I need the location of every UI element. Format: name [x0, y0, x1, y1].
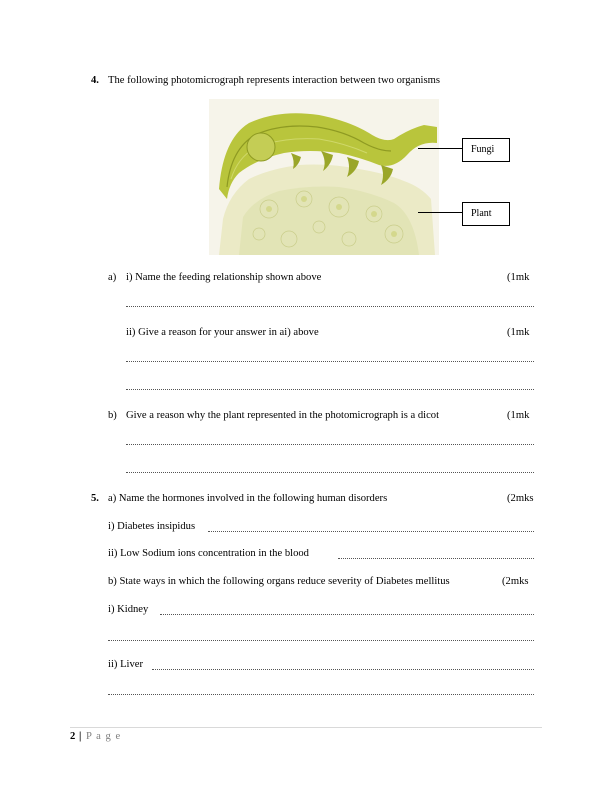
- fungi-label-box: Fungi: [462, 138, 510, 162]
- footer-rule: [70, 727, 542, 728]
- footer-separator: |: [79, 731, 82, 742]
- answer-line[interactable]: [152, 668, 534, 670]
- answer-line[interactable]: [160, 613, 534, 615]
- question-4-number: 4.: [91, 75, 99, 86]
- question-5-b-ii: ii) Liver: [108, 659, 144, 670]
- plant-callout-line: [418, 212, 462, 213]
- answer-line[interactable]: [126, 443, 534, 445]
- question-5-b-i: i) Kidney: [108, 604, 149, 615]
- part-a-i-marks: (1mk: [507, 272, 530, 283]
- question-5-b-marks: (2mks: [502, 576, 529, 587]
- question-5-a-marks: (2mks: [507, 493, 534, 504]
- question-4-stem: The following photomicrograph represents interaction between two organisms: [108, 75, 440, 86]
- part-a-ii-text: ii) Give a reason for your answer in ai) above: [126, 327, 319, 338]
- question-5-b-text: b) State ways in which the following organs reduce severity of Diabetes mellitus: [108, 576, 450, 587]
- plant-label-box: Plant: [462, 202, 510, 226]
- answer-line[interactable]: [108, 693, 534, 695]
- answer-line[interactable]: [126, 360, 534, 362]
- question-5-a-i: i) Diabetes insipidus: [108, 521, 196, 532]
- answer-line[interactable]: [338, 557, 534, 559]
- answer-line[interactable]: [108, 639, 534, 641]
- footer-page-word: P a g e: [86, 731, 122, 742]
- photomicrograph-drawing: [209, 99, 439, 255]
- answer-line[interactable]: [126, 388, 534, 390]
- fungi-callout-line: [418, 148, 462, 149]
- part-b-marks: (1mk: [507, 410, 530, 421]
- part-a-i-text: i) Name the feeding relationship shown above: [126, 272, 322, 283]
- footer-page-number: 2: [70, 731, 76, 742]
- answer-line[interactable]: [126, 471, 534, 473]
- answer-line[interactable]: [208, 530, 534, 532]
- question-5-a-ii: ii) Low Sodium ions concentration in the blood: [108, 548, 309, 559]
- answer-line[interactable]: [126, 305, 534, 307]
- part-a-ii-marks: (1mk: [507, 327, 530, 338]
- part-b-text: Give a reason why the plant represented in the photomicrograph is a dicot: [126, 410, 440, 421]
- part-b-letter: b): [108, 410, 117, 421]
- question-5-a-text: a) Name the hormones involved in the following human disorders: [108, 493, 388, 504]
- photomicrograph-image: [209, 99, 439, 255]
- question-5-number: 5.: [91, 493, 99, 504]
- part-a-letter: a): [108, 272, 117, 283]
